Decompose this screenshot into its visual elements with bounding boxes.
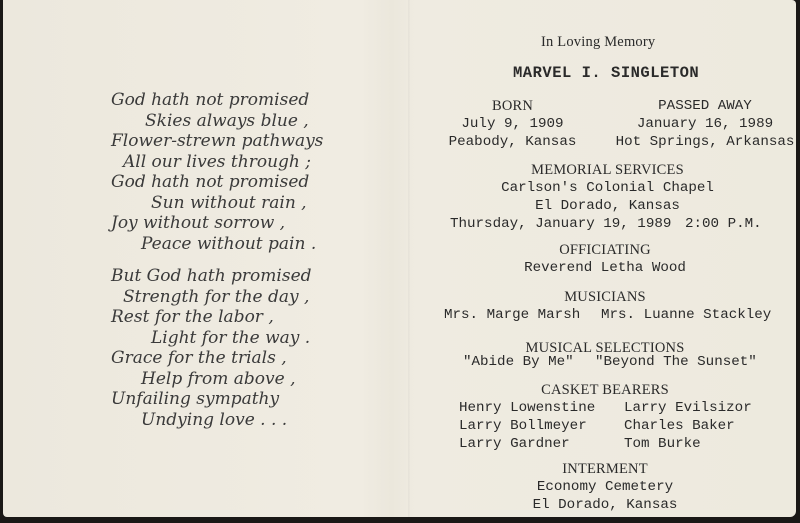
poem-line: Joy without sorrow ,	[111, 213, 286, 233]
bearers-label: CASKET BEARERS	[541, 382, 669, 398]
interment-city: El Dorado, Kansas	[532, 497, 678, 513]
poem-line: God hath not promised	[111, 90, 310, 110]
interment-place: Economy Cemetery	[536, 479, 674, 495]
services-venue: Carlson's Colonial Chapel	[501, 180, 714, 196]
services-block	[435, 161, 780, 215]
poem-line: All our lives through ;	[123, 151, 311, 172]
officiating-name: Reverend Letha Wood	[524, 260, 686, 276]
poem-line: Undying love . . .	[141, 409, 288, 430]
poem-line: Rest for the labor ,	[111, 307, 274, 327]
passed-place: Hot Springs, Arkansas	[615, 134, 795, 150]
born-place: Peabody, Kansas	[448, 134, 577, 150]
passed-block	[615, 97, 795, 151]
bearer: Larry Bollmeyer	[459, 418, 587, 434]
memorial-card	[3, 0, 796, 517]
poem-stanza-2	[111, 266, 351, 430]
interment-label: INTERMENT	[562, 461, 648, 477]
poem-line: Help from above ,	[141, 368, 296, 389]
services-time: 2:00 P.M.	[685, 216, 762, 232]
interment-block	[435, 460, 775, 514]
services-city: El Dorado, Kansas	[535, 198, 680, 214]
musicians-label-wrap	[435, 288, 775, 306]
musician-1: Mrs. Marge Marsh	[444, 307, 581, 323]
poem-line: Unfailing sympathy	[111, 389, 280, 409]
poem-line: Sun without rain ,	[151, 192, 307, 213]
born-date: July 9, 1909	[461, 116, 564, 132]
poem	[111, 90, 351, 442]
musicians-label: MUSICIANS	[564, 289, 646, 305]
bearers-left	[459, 399, 595, 453]
poem-line: Light for the way .	[151, 327, 311, 348]
poem-stanza-1	[111, 90, 351, 254]
bearer: Henry Lowenstine	[459, 400, 596, 416]
bearers-label-wrap	[435, 381, 775, 399]
services-label: MEMORIAL SERVICES	[531, 162, 684, 178]
poem-line: Skies always blue ,	[145, 110, 309, 131]
song-2: "Beyond The Sunset"	[595, 354, 757, 370]
deceased-name: MARVEL I. SINGLETON	[513, 64, 700, 82]
officiating-block	[435, 241, 775, 277]
center-fold	[408, 0, 410, 517]
passed-label: PASSED AWAY	[658, 98, 752, 114]
selections-label: MUSICAL SELECTIONS	[525, 340, 685, 356]
officiating-label: OFFICIATING	[559, 242, 651, 258]
born-label: BORN	[491, 98, 534, 114]
poem-line: God hath not promised	[111, 172, 310, 192]
services-date: Thursday, January 19, 1989	[450, 216, 672, 232]
poem-line: But God hath promised	[111, 266, 312, 286]
passed-date: January 16, 1989	[636, 116, 774, 132]
born-block	[435, 97, 590, 151]
poem-line: Grace for the trials ,	[111, 348, 287, 368]
heading: In Loving Memory	[541, 34, 656, 50]
bearer: Charles Baker	[624, 418, 735, 434]
poem-line: Peace without pain .	[141, 233, 317, 254]
bearer: Larry Gardner	[459, 436, 570, 452]
poem-line: Flower-strewn pathways	[111, 131, 324, 151]
bearer: Larry Evilsizor	[624, 400, 752, 416]
bearers-right	[624, 399, 752, 453]
bearer: Tom Burke	[624, 436, 701, 452]
song-1: "Abide By Me"	[463, 354, 574, 370]
poem-line: Strength for the day ,	[123, 286, 310, 307]
musician-2: Mrs. Luanne Stackley	[601, 307, 772, 323]
